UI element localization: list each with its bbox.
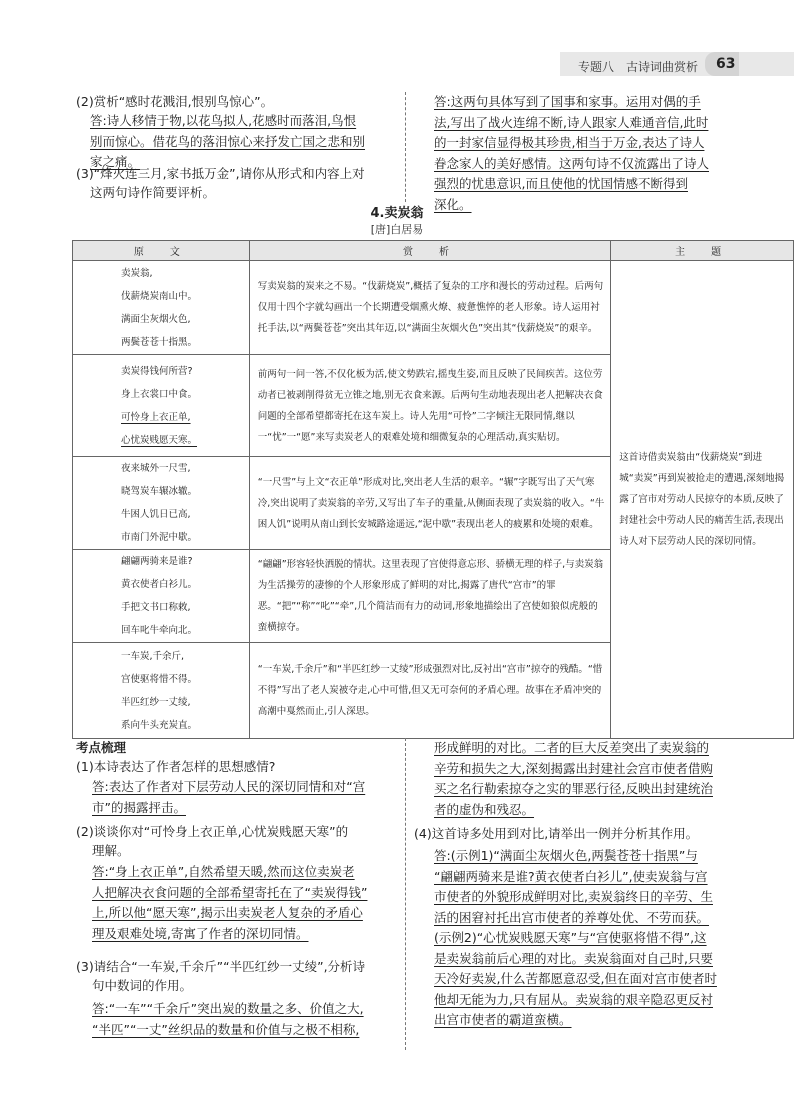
appreciation-cell: “翩翩”形容轻快洒脱的情状。这里表现了宫使得意忘形、骄横无理的样子,与卖炭翁为生活操劳的凄惨的个人形象形成了鲜明的对比,揭露了唐代“宫市”的罪恶。“把”“称”“叱”“牵”,几个简洁而有力的动词,形象地描绘出了宫使如狼似虎般的蛮横掠夺。 xyxy=(249,550,611,643)
table-header-row xyxy=(73,241,794,261)
answer-2-top: 答:诗人移情于物,以花鸟拟人,花感时而落泪,鸟恨 别而惊心。借花鸟的落泪惊心来抒发亡国之悲和别 家之痛。 xyxy=(90,113,366,169)
question-3: (3)请结合“一车炭,千余斤”“半匹红纱一丈绫”,分析诗 句中数词的作用。 xyxy=(76,959,366,993)
appreciation-cell: 写卖炭翁的炭来之不易。“伐薪烧炭”,概括了复杂的工序和漫长的劳动过程。后两句仅用十四个字就勾画出一个长期遭受烟熏火燎、疲惫憔悴的老人形象。诗人运用衬托手法,以“两鬓苍苍”突出其年迈,以“满面尘灰烟火色”突出其“伐薪烧炭”的艰辛。 xyxy=(249,261,611,355)
chapter-title: 专题八 古诗词曲赏析 xyxy=(578,60,699,74)
section-title-kaodian: 考点梳理 xyxy=(76,740,127,755)
page-number: 63 xyxy=(716,56,736,72)
question-3-top: (3)“烽火连三月,家书抵万金”,请你从形式和内容上对 这两句诗作简要评析。 xyxy=(76,166,365,200)
question-2: (2)谈谈你对“可怜身上衣正单,心忧炭贱愿天寒”的 理解。 xyxy=(76,824,349,858)
original-text-cell: 卖炭得钱何所营? 身上衣裳口中食。 可怜身上衣正单, 心忧炭贱愿天寒。 xyxy=(73,355,250,457)
answer-3-top: 答:这两句具体写到了国事和家事。运用对偶的手 法,写出了战火连绵不断,诗人跟家人难通音信,此时 的一封家信显得极其珍贵,相当于万金,表达了诗人 眷念家人的美好感情。这两句诗不仅流露出了诗人 强烈的忧患意识,而且使他的忧国情感不断得到 深化。 xyxy=(434,94,710,212)
table-row xyxy=(73,261,794,355)
theme-cell: 这首诗借卖炭翁由“伐薪烧炭”到进城“卖炭”再到炭被抢走的遭遇,深刻地揭露了宫市对劳动人民掠夺的本质,反映了封建社会中劳动人民的痛苦生活,表现出诗人对下层劳动人民的深切同情。 xyxy=(611,261,794,739)
header-appreciation: 赏 析 xyxy=(249,241,611,261)
answer-1: 答:表达了作者对下层劳动人民的深切同情和对“宫 市”的揭露抨击。 xyxy=(92,779,366,815)
poem-analysis-table xyxy=(72,240,794,739)
appreciation-cell: “一车炭,千余斤”和“半匹红纱一丈绫”形成强烈对比,反衬出“宫市”掠夺的残酷。“惜不得”写出了老人炭被夺走,心中可惜,但又无可奈何的矛盾心理。故事在矛盾冲突的高潮中戛然而止,引人深思。 xyxy=(249,643,611,739)
answer-4: 答:(示例1)“满面尘灰烟火色,两鬓苍苍十指黑”与 “翩翩两骑来是谁?黄衣使者白衫儿”,使卖炭翁与宫 市使者的外貌形成鲜明对比,卖炭翁终日的辛劳、生 活的困窘衬托出宫市使者的养尊处优、不劳而获。 (示例2)“心忧炭贱愿天寒”与“宫使驱将惜不得”,这 是卖炭翁前后心理的对比。卖炭翁面对自己时,只要 天冷好卖炭,什么苦都愿意忍受,但在面对宫市使者时 他却无能为力,只有屈从。卖炭翁的艰辛隐忍更反衬 出宫市使者的霸道蛮横。 xyxy=(434,848,717,1027)
question-4: (4)这首诗多处用到对比,请举出一例并分析其作用。 xyxy=(414,826,699,841)
header-original: 原 文 xyxy=(73,241,250,261)
appreciation-cell: “一尺雪”与上文“衣正单”形成对比,突出老人生活的艰辛。“辗”字既写出了天气寒冷,突出说明了卖炭翁的辛劳,又写出了车子的重量,从侧面表现了卖炭翁的收入。“牛困人饥”说明从南山到长安城路途遥远,“泥中歇”表现出老人的疲累和处境的艰难。 xyxy=(249,457,611,550)
poem-author: [唐]白居易 xyxy=(370,223,424,236)
column-divider-bottom xyxy=(405,738,406,1050)
answer-3-part-1: 答:“一车”“千余斤”突出炭的数量之多、价值之大, “半匹”“一丈”丝织品的数量和价值与之极不相称, xyxy=(92,1001,364,1037)
answer-2: 答:“身上衣正单”,自然希望天暖,然而这位卖炭老 人把解决衣食问题的全部希望寄托在了“卖炭得钱” 上,所以他“愿天寒”,揭示出卖炭老人复杂的矛盾心 理及艰难处境,寄寓了作者的深切同情。 xyxy=(92,864,368,941)
original-text-cell: 卖炭翁, 伐薪烧炭南山中。 满面尘灰烟火色, 两鬓苍苍十指黑。 xyxy=(73,261,250,355)
question-1: (1)本诗表达了作者怎样的思想感情? xyxy=(76,759,276,774)
header-theme: 主 题 xyxy=(611,241,794,261)
original-text-cell: 翩翩两骑来是谁? 黄衣使者白衫儿。 手把文书口称敕, 回车叱牛牵向北。 xyxy=(73,550,250,643)
original-text-cell: 一车炭,千余斤, 宫使驱将惜不得。 半匹红纱一丈绫, 系向牛头充炭直。 xyxy=(73,643,250,739)
question-2-top: (2)赏析“感时花溅泪,恨别鸟惊心”。 xyxy=(76,94,274,109)
answer-3-part-2: 形成鲜明的对比。二者的巨大反差突出了卖炭翁的 辛劳和损失之大,深刻揭露出封建社会宫市使者借购 买之名行勒索掠夺之实的罪恶行径,反映出封建统治 者的虚伪和残忍。 xyxy=(434,740,713,817)
column-divider-top xyxy=(405,92,406,202)
original-text-cell: 夜来城外一尺雪, 晓驾炭车辗冰辙。 牛困人饥日已高, 市南门外泥中歇。 xyxy=(73,457,250,550)
poem-title: 4.卖炭翁 xyxy=(370,206,424,221)
appreciation-cell: 前两句一问一答,不仅化板为活,使文势跌宕,摇曳生姿,而且反映了民间疾苦。这位劳动者已被剥削得贫无立锥之地,别无衣食来源。后两句生动地表现出老人把解决衣食问题的全部希望都寄托在这车炭上。诗人先用“可怜”二字倾注无限同情,继以一“忧”一“愿”来写卖炭老人的艰难处境和细微复杂的心理活动,真实贴切。 xyxy=(249,355,611,457)
